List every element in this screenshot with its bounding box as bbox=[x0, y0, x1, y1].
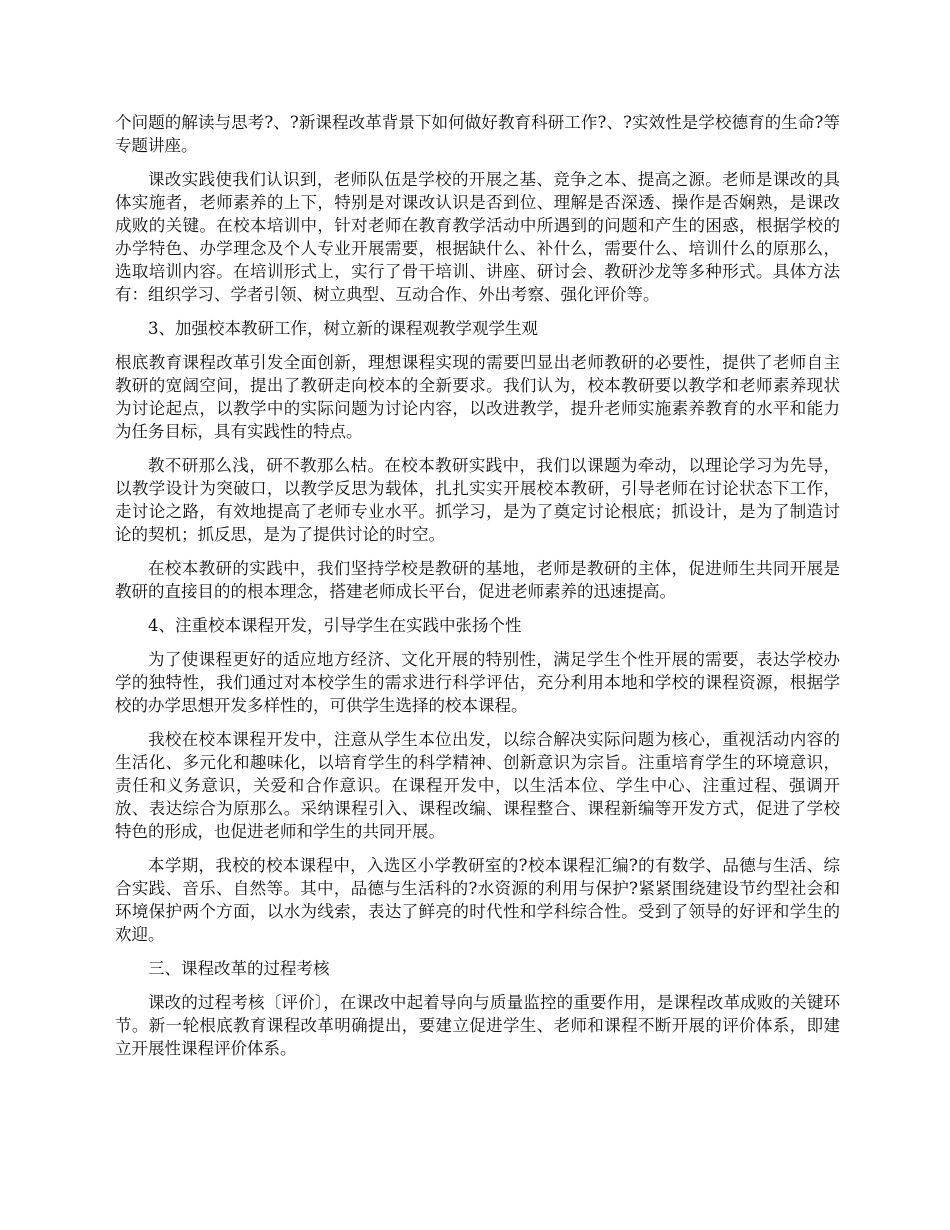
paragraph: 教不研那么浅，研不教那么枯。在校本教研实践中，我们以课题为牵动，以理论学习为先导，以教学设计为突破口，以教学反思为载体，扎扎实实开展校本教研，引导老师在讨论状态下工作，走讨论之路，有效地提高了老师专业水平。抓学习，是为了奠定讨论根底；抓设计，是为了制造讨论的契机；抓反思，是为了提供讨论的时空。 bbox=[115, 456, 840, 544]
paragraph: 根底教育课程改革引发全面创新，理想课程实现的需要凹显出老师教研的必要性，提供了老师自主教研的宽阔空间，提出了教研走向校本的全新要求。我们认为，校本教研要以教学和老师素养现状为讨论起点，以教学中的实际问题为讨论内容，以改进教学，提升老师实施素养教育的水平和能力为任务目标，具有实践性的特点。 bbox=[115, 353, 840, 441]
section-heading: 三、课程改革的过程考核 bbox=[148, 959, 330, 978]
paragraph: 为了使课程更好的适应地方经济、文化开展的特别性，满足学生个性开展的需要，表达学校办学的独特性，我们通过对本校学生的需求进行科学评估，充分利用本地和学校的课程资源，根据学校的办学思想开发多样性的，可供学生选择的校本课程。 bbox=[115, 650, 840, 715]
paragraph: 在校本教研的实践中，我们坚持学校是教研的基地，老师是教研的主体，促进师生共同开展是教研的直接目的的根本理念，搭建老师成长平台，促进老师素养的迅速提高。 bbox=[115, 559, 840, 601]
section-heading: 4、注重校本课程开发，引导学生在实践中张扬个性 bbox=[148, 616, 522, 635]
paragraph: 本学期，我校的校本课程中，入选区小学教研室的?校本课程汇编?的有数学、品德与生活、综合实践、音乐、自然等。其中，品德与生活科的?水资源的利用与保护?紧紧围绕建设节约型社会和环境保护两个方面，以水为线索，表达了鲜亮的时代性和学科综合性。受到了领导的好评和学生的欢迎。 bbox=[115, 856, 840, 944]
paragraph: 课改的过程考核〔评价〕，在课改中起着导向与质量监控的重要作用，是课程改革成败的关键环节。新一轮根底教育课程改革明确提出，要建立促进学生、老师和课程不断开展的评价体系，即建立开展性课程评价体系。 bbox=[115, 993, 840, 1058]
paragraph: 个问题的解读与思考?、?新课程改革背景下如何做好教育科研工作?、?实效性是学校德育的生命?等专题讲座。 bbox=[115, 113, 840, 155]
paragraph: 我校在校本课程开发中，注意从学生本位出发，以综合解决实际问题为核心，重视活动内容的生活化、多元化和趣味化，以培育学生的科学精神、创新意识为宗旨。注重培育学生的环境意识，责任和义务意识，关爱和合作意识。在课程开发中，以生活本位、学生中心、注重过程、强调开放、表达综合为原那么。采纳课程引入、课程改编、课程整合、课程新编等开发方式，促进了学校特色的形成，也促进老师和学生的共同开展。 bbox=[115, 730, 840, 841]
section-heading: 3、加强校本教研工作，树立新的课程观教学观学生观 bbox=[148, 319, 538, 338]
document-body bbox=[115, 111, 840, 1071]
paragraph: 课改实践使我们认识到，老师队伍是学校的开展之基、竞争之本、提高之源。老师是课改的具体实施者，老师素养的上下，特别是对课改认识是否到位、理解是否深透、操作是否娴熟，是课改成败的关键。在校本培训中，针对老师在教育教学活动中所遇到的问题和产生的困惑，根据学校的办学特色、办学理念及个人专业开展需要，根据缺什么、补什么，需要什么、培训什么的原那么，选取培训内容。在培训形式上，实行了骨干培训、讲座、研讨会、教研沙龙等多种形式。具体方法有：组织学习、学者引领、树立典型、互动合作、外出考察、强化评价等。 bbox=[115, 170, 840, 304]
